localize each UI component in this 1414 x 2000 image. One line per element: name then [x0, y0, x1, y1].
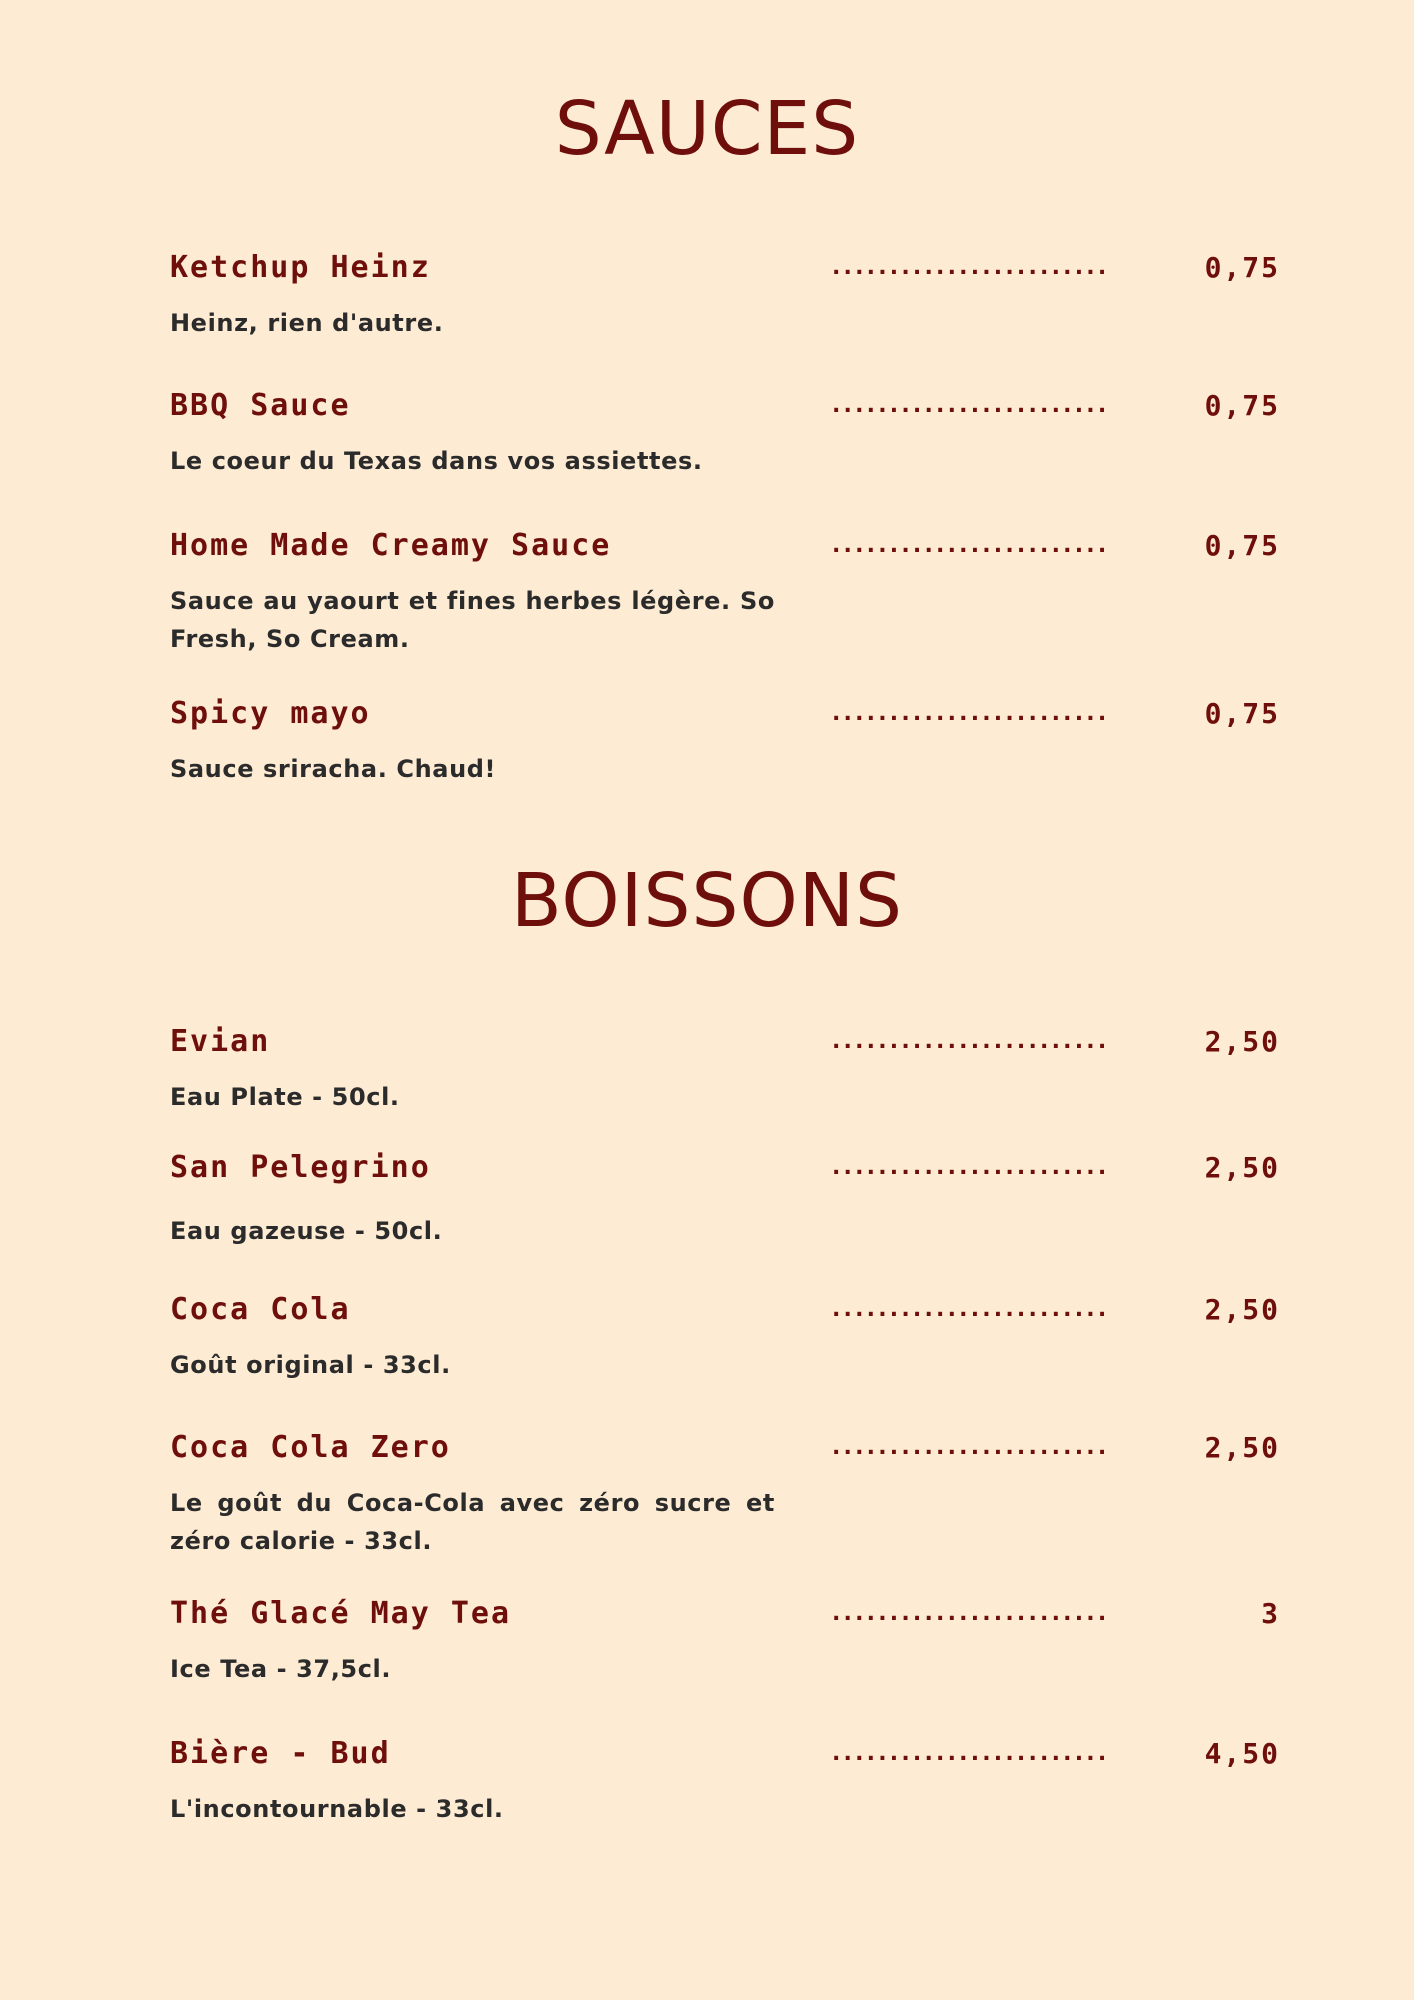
dot-leader: ........................ [832, 1435, 1110, 1460]
menu-item-header [170, 1146, 1280, 1190]
menu-item-name: San Pelegrino [170, 1150, 431, 1185]
dot-leader: ........................ [832, 533, 1110, 558]
menu-item-description: Eau Plate - 50cl. [170, 1083, 400, 1111]
menu-item-description: Eau gazeuse - 50cl. [170, 1217, 443, 1245]
boissons-section-title: BOISSONS [510, 858, 904, 944]
menu-item-name: Home Made Creamy Sauce [170, 528, 612, 563]
menu-item-spicy-mayo [170, 692, 1280, 788]
menu-item-price: 2,50 [1204, 1151, 1280, 1184]
menu-item-header [170, 1426, 1280, 1470]
dot-leader: ........................ [832, 1297, 1110, 1322]
menu-item-header [170, 1020, 1280, 1064]
menu-item-description: Sauce au yaourt et fines herbes légère. So Fresh, So Cream. [170, 587, 775, 653]
dot-leader: ........................ [832, 393, 1110, 418]
menu-item-description: Le goût du Coca-Cola avec zéro sucre et zéro calorie - 33cl. [170, 1489, 775, 1555]
menu-item-price: 2,50 [1204, 1431, 1280, 1464]
menu-item-price: 0,75 [1204, 251, 1280, 284]
menu-item-price: 0,75 [1204, 529, 1280, 562]
menu-item-header [170, 1288, 1280, 1332]
menu-item-evian [170, 1020, 1280, 1116]
menu-item-home-made-creamy-sauce [170, 524, 1280, 658]
menu-item-price: 3 [1261, 1597, 1280, 1630]
menu-item-header [170, 1732, 1280, 1776]
menu-item-description: Heinz, rien d'autre. [170, 309, 444, 337]
dot-leader: ........................ [832, 255, 1110, 280]
dot-leader: ........................ [832, 701, 1110, 726]
menu-item-name: Evian [170, 1024, 271, 1059]
menu-item-name: BBQ Sauce [170, 388, 351, 423]
menu-item-bbq-sauce [170, 384, 1280, 480]
menu-item-name: Ketchup Heinz [170, 250, 431, 285]
menu-item-name: Bière - Bud [170, 1736, 391, 1771]
menu-item-description: L'incontournable - 33cl. [170, 1795, 504, 1823]
dot-leader: ........................ [832, 1601, 1110, 1626]
menu-item-the-glace-may-tea [170, 1592, 1280, 1688]
menu-item-name: Spicy mayo [170, 696, 371, 731]
menu-item-coca-cola [170, 1288, 1280, 1384]
menu-item-description: Ice Tea - 37,5cl. [170, 1655, 392, 1683]
menu-item-san-pelegrino [170, 1146, 1280, 1250]
dot-leader: ........................ [832, 1155, 1110, 1180]
menu-item-price: 2,50 [1204, 1293, 1280, 1326]
menu-item-name: Coca Cola Zero [170, 1430, 451, 1465]
menu-item-price: 0,75 [1204, 389, 1280, 422]
menu-item-ketchup-heinz [170, 246, 1280, 342]
menu-item-header [170, 384, 1280, 428]
menu-item-header [170, 1592, 1280, 1636]
dot-leader: ........................ [832, 1029, 1110, 1054]
menu-item-header [170, 524, 1280, 568]
menu-item-name: Coca Cola [170, 1292, 351, 1327]
menu-item-price: 0,75 [1204, 697, 1280, 730]
menu-item-header [170, 246, 1280, 290]
menu-item-coca-cola-zero [170, 1426, 1280, 1560]
menu-item-name: Thé Glacé May Tea [170, 1596, 512, 1631]
menu-item-description: Goût original - 33cl. [170, 1351, 451, 1379]
menu-item-description: Sauce sriracha. Chaud! [170, 755, 497, 783]
menu-item-price: 2,50 [1204, 1025, 1280, 1058]
menu-item-description: Le coeur du Texas dans vos assiettes. [170, 447, 703, 475]
menu-item-price: 4,50 [1204, 1737, 1280, 1770]
menu-item-header [170, 692, 1280, 736]
sauces-section-title: SAUCES [554, 86, 860, 172]
dot-leader: ........................ [832, 1741, 1110, 1766]
menu-item-biere-bud [170, 1732, 1280, 1828]
